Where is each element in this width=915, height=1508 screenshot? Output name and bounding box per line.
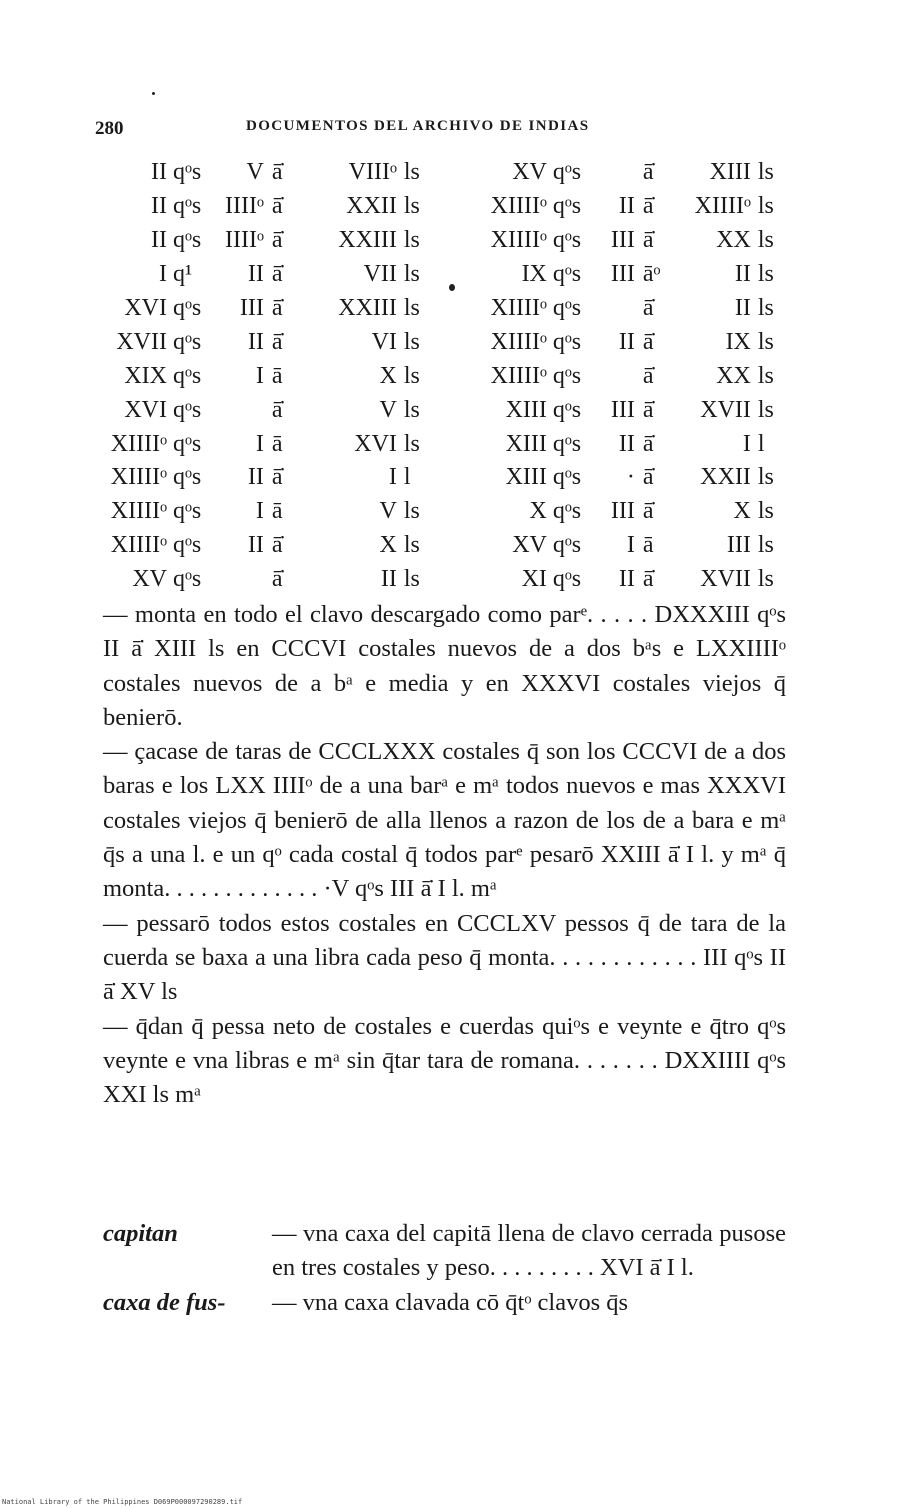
ledger-cell: XVI: [124, 295, 167, 321]
ledger-cell: [225, 393, 264, 427]
ledger-cell: ls: [757, 193, 774, 220]
ledger-cell: āᵒ: [642, 261, 661, 288]
ledger-cell: ā: [271, 430, 283, 457]
ledger-cell: qᵒs: [173, 328, 202, 355]
ledger-table: [100, 156, 788, 597]
ledger-cell: II: [247, 261, 264, 288]
ledger-cell: IIIIᵒ: [225, 193, 264, 220]
ledger-cell: qᵒs: [552, 532, 582, 559]
ledger-cell: qᵒs: [173, 430, 202, 457]
ledger-cell: ā̇: [642, 227, 654, 254]
ledger-cell: qᵒs: [552, 498, 582, 525]
entry-label: caxa de fus-: [103, 1288, 226, 1316]
ledger-cell: ls: [403, 295, 420, 321]
ledger-cell: ls: [757, 566, 774, 593]
ledger-cell: qᵒs: [173, 532, 202, 559]
ledger-cell: qᵒs: [552, 193, 582, 220]
ledger-row: [100, 292, 788, 326]
ledger-row: [100, 224, 788, 258]
ledger-cell: qᵒs: [552, 430, 582, 457]
ledger-cell: ls: [757, 227, 774, 254]
ledger-cell: XIIIIᵒ: [110, 430, 167, 457]
ledger-row: [100, 529, 788, 563]
ledger-cell: ā̇: [642, 362, 654, 389]
ledger-cell: ā̇: [642, 498, 654, 525]
ledger-cell: XIIIIᵒ: [490, 193, 547, 220]
ledger-cell: II: [380, 566, 397, 593]
ledger-cell: ls: [403, 261, 420, 288]
ledger-cell: [605, 156, 635, 190]
ledger-cell: II: [151, 193, 167, 220]
ledger-cell: IX: [521, 261, 547, 288]
ledger-cell: ls: [757, 261, 774, 288]
ledger-cell: ls: [403, 227, 420, 254]
ledger-cell: qᵒs: [173, 396, 202, 423]
paragraph-monta-total: — monta en todo el clavo descargado como parᵉ. . . . . DXXXIII qᵒs II ā̇ XIII ls en CCCVI costales nuevos de a dos bᵃs e LXXIIIIᵒ costales nuevos de a bᵃ e media y en XXXVI costales viejos q̄ benierō.: [103, 601, 786, 731]
ledger-cell: VIIIᵒ: [348, 159, 397, 186]
ledger-cell: X: [529, 498, 547, 525]
ink-speck: [152, 92, 155, 95]
ledger-cell: XIII: [505, 396, 547, 423]
ledger-cell: ā̇: [271, 193, 283, 220]
ledger-row: [100, 461, 788, 495]
ledger-cell: ā̇: [271, 159, 283, 186]
ledger-row: [100, 258, 788, 292]
ledger-cell: X: [379, 532, 397, 559]
ledger-cell: ā̇: [642, 566, 654, 593]
ledger-cell: ā̇: [642, 328, 654, 355]
ledger-cell: XVI: [124, 396, 167, 423]
ledger-row: [100, 190, 788, 224]
ledger-cell: q¹: [173, 261, 193, 288]
ledger-cell: XX: [716, 362, 751, 389]
ledger-cell: I: [742, 430, 751, 457]
ledger-cell: ls: [403, 498, 420, 525]
ledger-cell: l: [757, 430, 765, 457]
ledger-cell: III: [239, 295, 264, 321]
ledger-cell: ls: [403, 362, 420, 389]
ledger-cell: IX: [725, 328, 751, 355]
ledger-cell: XIIIIᵒ: [490, 362, 547, 389]
ledger-cell: ā: [642, 532, 654, 559]
ledger-cell: X: [379, 362, 397, 389]
ledger-cell: ā̇: [642, 193, 654, 220]
ledger-body: [100, 156, 788, 597]
ledger-cell: I: [255, 498, 264, 525]
ledger-cell: II: [734, 261, 751, 288]
ledger-cell: III: [610, 227, 635, 254]
ledger-cell: X: [733, 498, 751, 525]
ledger-cell: IIIIᵒ: [225, 227, 264, 254]
ledger-cell: XIII: [505, 464, 547, 491]
ledger-cell: XI: [521, 566, 547, 593]
ledger-cell: III: [726, 532, 751, 559]
ledger-cell: qᵒs: [173, 295, 202, 321]
ledger-cell: XV: [512, 532, 547, 559]
ledger-cell: ls: [757, 295, 774, 321]
ledger-cell: ā̇: [271, 261, 283, 288]
ledger-cell: II: [247, 464, 264, 491]
ledger-cell: ls: [403, 328, 420, 355]
paragraph-taras: — çacase de taras de CCCLXXX costales q̄ son los CCCVI de a dos baras e los LXX IIIIᵒ de a una barᵃ e mᵃ todos nuevos e mas XXXVI costales viejos q̄ benierō de alla llenos a razon de los de a bara e mᵃ q̄s a una l. e un qᵒ cada costal q̄ todos parᵉ pesarō XXIII ā̇ I l. y mᵃ q̄ monta. . . . . . . . . . . . . ·V qᵒs III ā̇ I l. mᵃ: [103, 738, 786, 903]
ledger-cell: ls: [757, 498, 774, 525]
body-text: [103, 598, 786, 1112]
ledger-row: [100, 427, 788, 461]
ledger-cell: ls: [403, 193, 420, 220]
ledger-cell: qᵒs: [552, 328, 582, 355]
ledger-cell: XVII: [700, 396, 751, 423]
ledger-cell: ā̇: [271, 532, 283, 559]
ledger-cell: XVII: [116, 328, 167, 355]
ledger-cell: ā̇: [271, 396, 283, 423]
ledger-cell: XIIIIᵒ: [110, 498, 167, 525]
ledger-cell: [605, 292, 635, 326]
scan-footer: National Library of the Philippines D069P000097290289.tif: [2, 1498, 243, 1506]
ledger-cell: XIII: [505, 430, 547, 457]
ledger-cell: l: [403, 464, 411, 491]
ledger-cell: XVII: [700, 566, 751, 593]
ledger-cell: XIIIIᵒ: [694, 193, 751, 220]
ledger-cell: qᵒs: [552, 159, 582, 186]
entries-section: [103, 1217, 786, 1320]
ledger-row: [100, 495, 788, 529]
ledger-cell: ā̇: [642, 396, 654, 423]
ledger-cell: V: [379, 498, 397, 525]
ledger-cell: ls: [757, 159, 774, 186]
ledger-cell: XV: [512, 159, 547, 186]
ledger-cell: XXII: [700, 464, 751, 491]
ledger-cell: XXIII: [338, 227, 397, 254]
ledger-cell: III: [610, 261, 635, 288]
ledger-cell: II: [247, 328, 264, 355]
ledger-cell: ā: [271, 498, 283, 525]
ledger-cell: XV: [132, 566, 167, 593]
ledger-cell: ā̇: [642, 464, 654, 491]
ledger-row: [100, 393, 788, 427]
ledger-cell: qᵒs: [552, 227, 582, 254]
ledger-cell: qᵒs: [552, 566, 582, 593]
ledger-cell: II: [618, 430, 635, 457]
ledger-row: [100, 156, 788, 190]
ledger-cell: ls: [403, 532, 420, 559]
ledger-cell: XIII: [709, 159, 751, 186]
ledger-cell: qᵒs: [173, 159, 202, 186]
ledger-cell: ā: [271, 362, 283, 389]
ledger-cell: qᵒs: [173, 566, 202, 593]
entry-capitan: [103, 1217, 786, 1286]
ledger-cell: II: [618, 193, 635, 220]
ledger-cell: ā̇: [642, 430, 654, 457]
entry-caxa: [103, 1286, 786, 1320]
ledger-cell: I: [388, 464, 397, 491]
ledger-cell: ls: [757, 396, 774, 423]
paragraph-neto: — q̄dan q̄ pessa neto de costales e cuerdas quiᵒs e veynte e q̄tro qᵒs veynte e vna libras e mᵃ sin q̄tar tara de romana. . . . . . . DXXIIII qᵒs XXI ls mᵃ: [103, 1012, 786, 1109]
ledger-cell: qᵒs: [552, 464, 582, 491]
ledger-row: [100, 359, 788, 393]
ledger-cell: V: [379, 396, 397, 423]
ledger-cell: XIIIIᵒ: [490, 227, 547, 254]
ledger-cell: ā̇: [271, 464, 283, 491]
ledger-cell: III: [610, 396, 635, 423]
ledger-cell: ls: [403, 430, 420, 457]
ledger-cell: ā̇: [271, 328, 283, 355]
ledger-cell: VII: [363, 261, 397, 288]
ledger-cell: qᵒs: [173, 227, 202, 254]
ledger-cell: XIIIIᵒ: [490, 295, 547, 321]
margin-mark: [449, 284, 455, 291]
ledger-cell: ls: [757, 464, 774, 491]
ledger-cell: XVI: [354, 430, 397, 457]
ledger-cell: qᵒs: [552, 261, 582, 288]
ledger-cell: III: [610, 498, 635, 525]
ledger-cell: ls: [403, 159, 420, 186]
ledger-cell: VI: [371, 328, 397, 355]
ledger-row: [100, 563, 788, 597]
ledger-cell: I: [626, 532, 635, 559]
ledger-cell: ·: [626, 464, 635, 491]
ledger-cell: ā̇: [271, 566, 283, 593]
ledger-cell: ā̇: [271, 227, 283, 254]
ledger-cell: II: [618, 328, 635, 355]
page-number: 280: [95, 118, 124, 139]
ledger-row: [100, 325, 788, 359]
ledger-cell: ls: [757, 362, 774, 389]
ledger-cell: V: [246, 159, 264, 186]
ledger-cell: qᵒs: [552, 396, 582, 423]
entry-label: capitan: [103, 1220, 178, 1247]
running-title: DOCUMENTOS DEL ARCHIVO DE INDIAS: [246, 118, 590, 134]
ledger-cell: II: [151, 227, 167, 254]
ledger-cell: I: [159, 261, 167, 288]
entry-text: — vna caxa clavada cō q̄tᵒ clavos q̄s: [272, 1288, 629, 1316]
ledger-cell: ls: [757, 532, 774, 559]
ledger-cell: ā̇: [642, 295, 654, 321]
ledger-cell: ls: [403, 396, 420, 423]
ledger-cell: XIX: [124, 362, 167, 389]
ledger-cell: XIIIIᵒ: [490, 328, 547, 355]
ledger-cell: ā̇: [642, 159, 654, 186]
ledger-cell: [225, 563, 264, 597]
ledger-cell: qᵒs: [173, 193, 202, 220]
ledger-cell: I: [255, 362, 264, 389]
ledger-cell: [605, 359, 635, 393]
ledger-cell: II: [734, 295, 751, 321]
ledger-cell: ls: [757, 328, 774, 355]
ledger-cell: qᵒs: [173, 464, 202, 491]
entry-text: — vna caxa del capitā llena de clavo cerrada pusose en tres costales y peso. . . . . . . . . XVI ā̇ I l.: [272, 1220, 786, 1282]
ledger-cell: XIIIIᵒ: [110, 464, 167, 491]
ledger-cell: qᵒs: [173, 498, 202, 525]
ledger-cell: XIIIIᵒ: [110, 532, 167, 559]
ledger-cell: II: [247, 532, 264, 559]
ledger-cell: XXIII: [338, 295, 397, 321]
ledger-cell: I: [255, 430, 264, 457]
ledger-cell: ls: [403, 566, 420, 593]
ledger-cell: ā̇: [271, 295, 283, 321]
ledger-cell: qᵒs: [173, 362, 202, 389]
ledger-cell: qᵒs: [552, 362, 582, 389]
ledger-cell: II: [618, 566, 635, 593]
paragraph-pessaro: — pessarō todos estos costales en CCCLXV pessos q̄ de tara de la cuerda se baxa a una libra cada peso q̄ monta. . . . . . . . . . . . III qᵒs II ā̇ XV ls: [103, 909, 786, 1006]
ledger-cell: II: [151, 159, 167, 186]
ledger-cell: XX: [716, 227, 751, 254]
ledger-cell: XXII: [346, 193, 397, 220]
ledger-cell: qᵒs: [552, 295, 582, 321]
